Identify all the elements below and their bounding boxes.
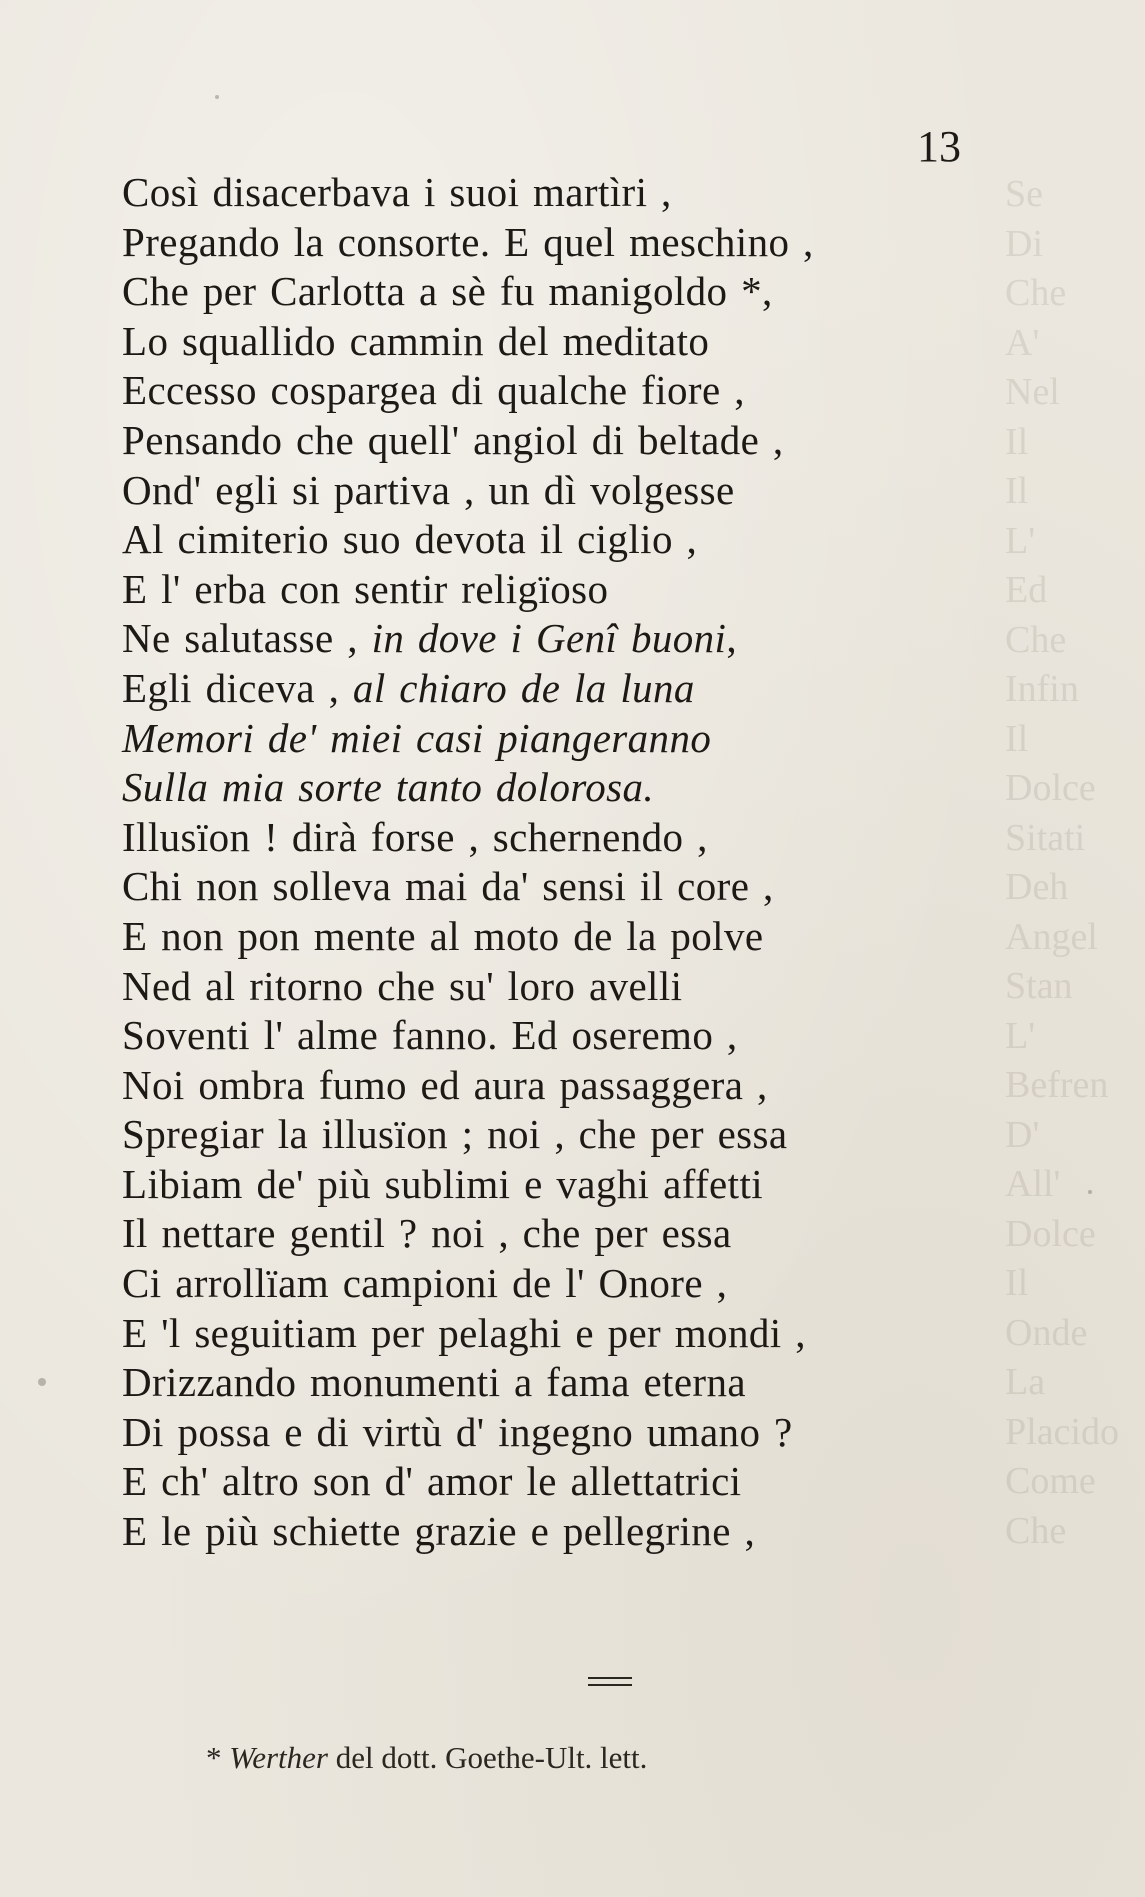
poem-line-roman: Egli diceva , <box>122 664 353 711</box>
poem-line <box>122 1110 1002 1160</box>
poem-line-roman: Chi non solleva mai da' sensi il core , <box>122 863 774 910</box>
footnote-marker: * <box>206 1740 222 1775</box>
poem-text <box>122 168 1002 1557</box>
paper-speck <box>1088 1190 1092 1194</box>
footnote <box>206 1738 647 1778</box>
poem-line-roman: Ne salutasse , <box>122 615 372 662</box>
poem-line-roman: Lo squallido cammin del meditato <box>122 317 710 364</box>
poem-line <box>122 1507 1002 1557</box>
poem-line-roman: Ned al ritorno che su' loro avelli <box>122 962 683 1009</box>
page-number: 13 <box>917 122 961 171</box>
poem-line-roman: Il nettare gentil ? noi , che per essa <box>122 1210 732 1257</box>
poem-line-roman: Drizzando monumenti a fama eterna <box>122 1359 746 1406</box>
poem-line-roman: Soventi l' alme fanno. Ed oseremo , <box>122 1012 738 1059</box>
poem-line <box>122 813 1002 863</box>
poem-line <box>122 317 1002 367</box>
poem-line <box>122 1358 1002 1408</box>
poem-line-italic: al chiaro de la luna <box>352 664 695 711</box>
poem-line <box>122 614 1002 664</box>
poem-line <box>122 1209 1002 1259</box>
poem-line <box>122 962 1002 1012</box>
poem-line-roman: E 'l seguitiam per pelaghi e per mondi , <box>122 1309 806 1356</box>
poem-line-roman: Spregiar la illusïon ; noi , che per essa <box>122 1111 788 1158</box>
poem-line-roman: E non pon mente al moto de la polve <box>122 912 764 959</box>
paper-speck <box>215 95 219 99</box>
paper-speck <box>38 1378 46 1386</box>
bleed-through-text: Se Di Che A' Nel Il Il L' Ed Che Infin Il Dolce Sitati Deh Angel Stan L' Befren D' All' Dolce Il Onde La Placido Come Che <box>1005 173 1119 1552</box>
poem-line <box>122 1061 1002 1111</box>
poem-line <box>122 1259 1002 1309</box>
poem-line <box>122 1457 1002 1507</box>
poem-line <box>122 862 1002 912</box>
poem-line-roman: Eccesso cospargea di qualche fiore , <box>122 367 745 414</box>
poem-line-punct: , <box>726 615 737 662</box>
poem-line-roman: E l' erba con sentir religïoso <box>122 565 609 612</box>
poem-line-roman: E ch' altro son d' amor le allettatrici <box>122 1458 742 1505</box>
poem-line <box>122 912 1002 962</box>
poem-line <box>122 168 1002 218</box>
poem-line <box>122 515 1002 565</box>
poem-line-roman: Pensando che quell' angiol di beltade , <box>122 416 784 463</box>
poem-line-roman: Noi ombra fumo ed aura passaggera , <box>122 1061 768 1108</box>
poem-line <box>122 664 1002 714</box>
poem-line <box>122 714 1002 764</box>
footnote-italic-title: Werther <box>229 1740 328 1775</box>
poem-line-roman: Pregando la consorte. E quel meschino , <box>122 218 814 265</box>
poem-line <box>122 1160 1002 1210</box>
poem-line-italic: Memori de' miei casi piangeranno <box>122 714 712 761</box>
poem-line <box>122 218 1002 268</box>
poem-line-roman: Ond' egli si partiva , un dì volgesse <box>122 466 735 513</box>
poem-line-italic: in dove i Genî buoni <box>371 615 727 662</box>
poem-line <box>122 416 1002 466</box>
poem-line <box>122 466 1002 516</box>
footnote-reference: del dott. Goethe-Ult. lett. <box>328 1740 648 1775</box>
footnote-divider <box>588 1677 632 1686</box>
poem-line-roman: Ci arrollïam campioni de l' Onore , <box>122 1260 728 1307</box>
poem-line-roman: Libiam de' più sublimi e vaghi affetti <box>122 1160 764 1207</box>
poem-line-roman: Illusïon ! dirà forse , schernendo , <box>122 813 708 860</box>
poem-line <box>122 763 1002 813</box>
poem-line <box>122 1408 1002 1458</box>
poem-line-roman: Che per Carlotta a sè fu manigoldo *, <box>122 268 773 315</box>
poem-line-roman: Di possa e di virtù d' ingegno umano ? <box>122 1408 793 1455</box>
poem-line <box>122 1011 1002 1061</box>
poem-line-roman: Al cimiterio suo devota il ciglio , <box>122 516 698 563</box>
poem-line <box>122 267 1002 317</box>
poem-line-roman: Così disacerbava i suoi martìri , <box>122 169 672 215</box>
poem-line <box>122 366 1002 416</box>
poem-line <box>122 565 1002 615</box>
poem-line <box>122 1309 1002 1359</box>
poem-line-roman: E le più schiette grazie e pellegrine , <box>122 1508 756 1555</box>
poem-line-italic: Sulla mia sorte tanto dolorosa. <box>122 764 654 811</box>
